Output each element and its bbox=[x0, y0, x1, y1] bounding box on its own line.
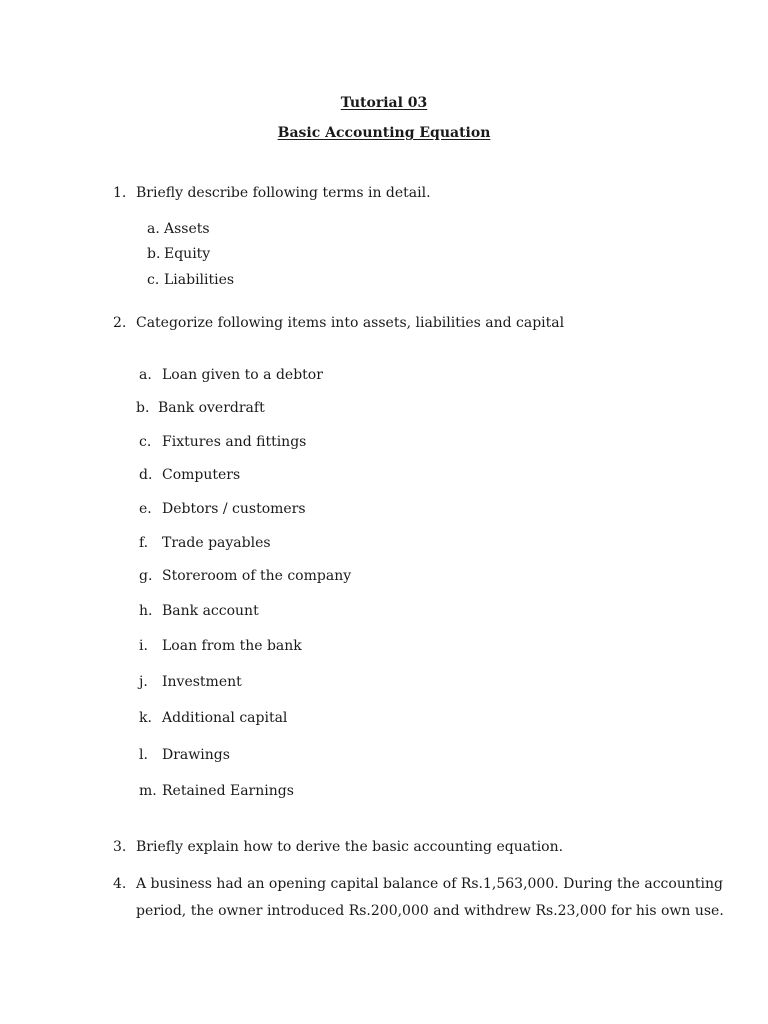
question-3-number: 3. bbox=[113, 839, 127, 855]
question-2-number: 2. bbox=[113, 315, 127, 331]
q2-item-letter: m. bbox=[139, 783, 157, 799]
q2-item-letter: b. bbox=[136, 400, 150, 416]
question-2-text: Categorize following items into assets, liabilities and capital bbox=[136, 315, 565, 331]
question-3-text: Briefly explain how to derive the basic accounting equation. bbox=[136, 839, 564, 855]
q2-item-text: Storeroom of the company bbox=[162, 568, 352, 584]
q2-item-text: Fixtures and fittings bbox=[162, 434, 307, 450]
q2-item-letter: j. bbox=[139, 674, 148, 690]
q2-item-text: Loan given to a debtor bbox=[162, 367, 323, 383]
q2-item-text: Additional capital bbox=[162, 710, 288, 726]
q2-item-letter: a. bbox=[139, 367, 152, 383]
q1-item-letter: a. bbox=[147, 221, 160, 237]
q2-item-letter: i. bbox=[139, 638, 148, 654]
question-1-text: Briefly describe following terms in detail. bbox=[136, 185, 431, 201]
question-4-line-2: period, the owner introduced Rs.200,000 and withdrew Rs.23,000 for his own use. bbox=[136, 903, 724, 919]
q2-item-text: Bank account bbox=[162, 603, 259, 619]
q2-item-letter: k. bbox=[139, 710, 152, 726]
q2-item-letter: l. bbox=[139, 747, 148, 763]
q2-item-letter: e. bbox=[139, 501, 152, 517]
q1-item-text: Assets bbox=[164, 221, 210, 237]
question-4-number: 4. bbox=[113, 876, 127, 892]
q2-item-text: Retained Earnings bbox=[162, 783, 294, 799]
q2-item-text: Investment bbox=[162, 674, 242, 690]
q1-item-letter: b. bbox=[147, 246, 161, 262]
q2-item-text: Computers bbox=[162, 467, 241, 483]
q2-item-letter: c. bbox=[139, 434, 152, 450]
page-title: Tutorial 03 bbox=[340, 95, 428, 111]
q2-item-text: Drawings bbox=[162, 747, 230, 763]
page-subtitle: Basic Accounting Equation bbox=[277, 125, 491, 141]
q1-item-letter: c. bbox=[147, 272, 160, 288]
q1-item-text: Equity bbox=[164, 246, 211, 262]
q2-item-letter: h. bbox=[139, 603, 153, 619]
q2-item-text: Bank overdraft bbox=[158, 400, 265, 416]
q2-item-text: Trade payables bbox=[162, 535, 271, 551]
q1-item-text: Liabilities bbox=[164, 272, 235, 288]
question-4-line-1: A business had an opening capital balance of Rs.1,563,000. During the accounting bbox=[136, 876, 723, 892]
q2-item-letter: d. bbox=[139, 467, 153, 483]
q2-item-letter: f. bbox=[139, 535, 149, 551]
q2-item-text: Debtors / customers bbox=[162, 501, 306, 517]
question-1-number: 1. bbox=[113, 185, 127, 201]
q2-item-letter: g. bbox=[139, 568, 153, 584]
q2-item-text: Loan from the bank bbox=[162, 638, 302, 654]
